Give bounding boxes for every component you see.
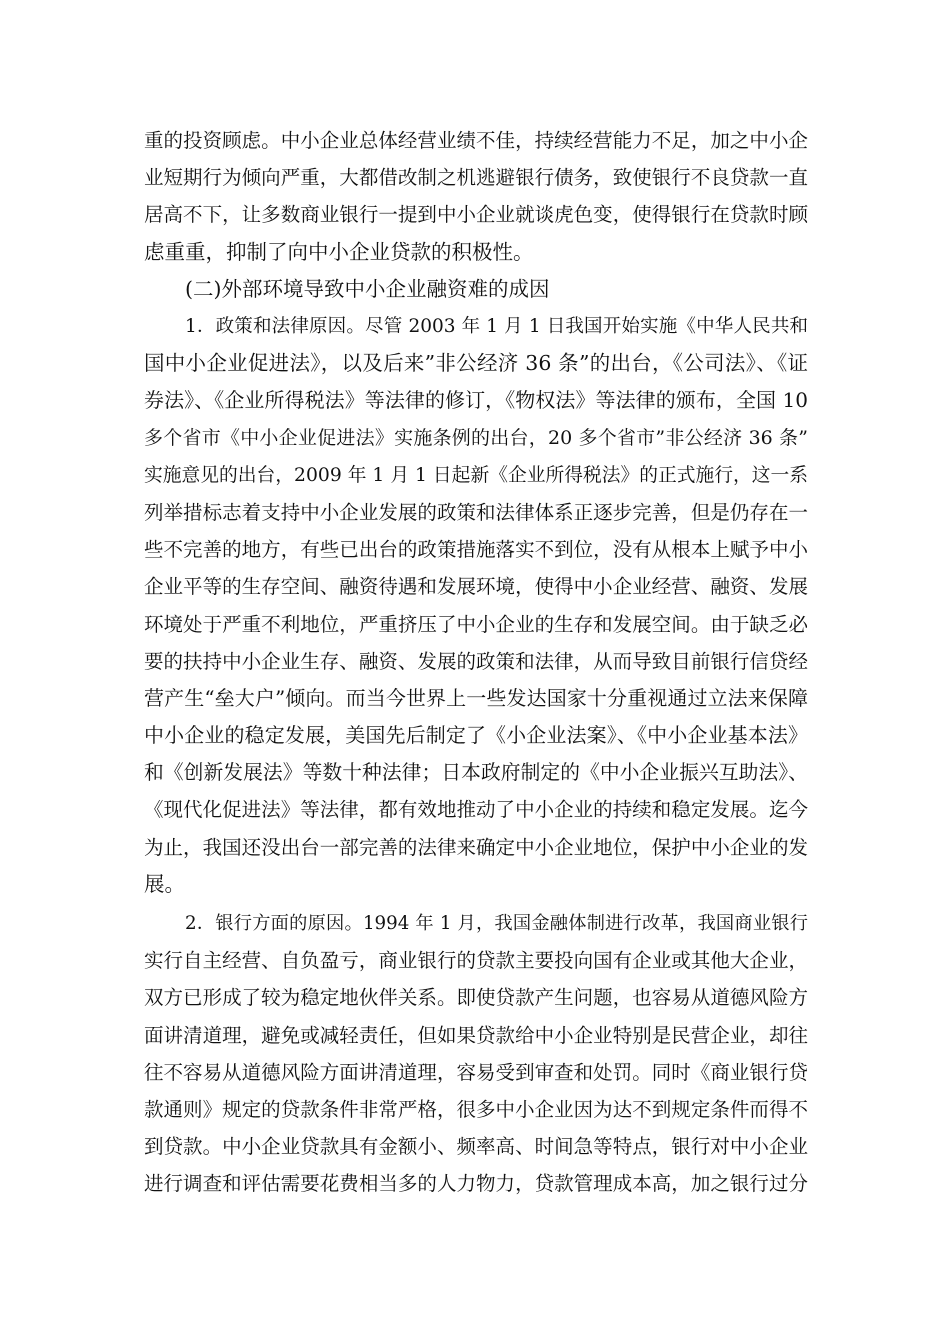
text-line: 些不完善的地方，有些已出台的政策措施落实不到位，没有从根本上赋予中小	[144, 538, 808, 562]
text-line: 进行调查和评估需要花费相当多的人力物力，贷款管理成本高，加之银行过分	[144, 1172, 808, 1196]
text-line: 业短期行为倾向严重，大都借改制之机逃避银行债务，致使银行不良贷款一直	[144, 166, 808, 190]
text-line: 虑重重，抑制了向中小企业贷款的积极性。	[144, 239, 534, 264]
text-line: 为止，我国还没出台一部完善的法律来确定中小企业地位，保护中小企业的发	[144, 835, 808, 859]
text-line: 多个省市《中小企业促进法》实施条例的出台，20 多个省市”非公经济 36 条”	[144, 426, 808, 449]
text-line: 国中小企业促进法》，以及后来”非公经济 36 条”的出台，《公司法》、《证	[144, 351, 808, 376]
paragraph-bank-reasons	[144, 905, 808, 1203]
text-line: 1．政策和法律原因。尽管 2003 年 1 月 1 日我国开始实施《中华人民共和	[185, 316, 808, 337]
text-line: 列举措标志着支持中小企业发展的政策和法律体系正逐步完善，但是仍存在一	[144, 500, 808, 524]
text-line: 展。	[144, 871, 185, 896]
text-line: 要的扶持中小企业生存、融资、发展的政策和法律，从而导致目前银行信贷经	[144, 649, 808, 673]
text-line: 到贷款。中小企业贷款具有金额小、频率高、时间急等特点，银行对中小企业	[144, 1135, 808, 1159]
paragraph-policy-law	[144, 308, 808, 903]
text-line: 环境处于严重不利地位，严重挤压了中小企业的生存和发展空间。由于缺乏必	[144, 612, 808, 636]
text-line: 实行自主经营、自负盈亏，商业银行的贷款主要投向国有企业或其他大企业，	[144, 949, 808, 973]
text-line: 《现代化促进法》等法律，都有效地推动了中小企业的持续和稳定发展。迄今	[144, 798, 808, 822]
text-line: 往不容易从道德风险方面讲清道理，容易受到审查和处罚。同时《商业银行贷	[144, 1060, 808, 1084]
heading-text: (二)外部环境导致中小企业融资难的成因	[185, 277, 550, 301]
text-line: 和《创新发展法》等数十种法律；日本政府制定的《中小企业振兴互助法》、	[144, 761, 808, 785]
text-line: 重的投资顾虑。中小企业总体经营业绩不佳，持续经营能力不足，加之中小企	[144, 129, 808, 152]
text-line: 面讲清道理，避免或减轻责任，但如果贷款给中小企业特别是民营企业，却往	[144, 1023, 808, 1047]
text-line: 双方已形成了较为稳定地伙伴关系。即使贷款产生问题，也容易从道德风险方	[144, 986, 808, 1010]
text-line: 企业平等的生存空间、融资待遇和发展环境，使得中小企业经营、融资、发展	[144, 575, 808, 599]
text-line: 款通则》规定的贷款条件非常严格，很多中小企业因为达不到规定条件而得不	[144, 1097, 808, 1121]
section-heading	[144, 271, 808, 308]
text-line: 营产生“垒大户”倾向。而当今世界上一些发达国家十分重视通过立法来保障	[144, 685, 808, 710]
text-line: 券法》、《企业所得税法》等法律的修订，《物权法》等法律的颁布，全国 10	[144, 388, 808, 413]
text-line: 2．银行方面的原因。1994 年 1 月，我国金融体制进行改革，我国商业银行	[185, 913, 808, 934]
text-line: 实施意见的出台，2009 年 1 月 1 日起新《企业所得税法》的正式施行，这一系	[144, 464, 808, 486]
text-line: 居高不下，让多数商业银行一提到中小企业就谈虎色变，使得银行在贷款时顾	[144, 203, 808, 227]
text-line: 中小企业的稳定发展，美国先后制定了《小企业法案》、《中小企业基本法》	[144, 723, 808, 748]
paragraph-continuation	[144, 122, 808, 271]
